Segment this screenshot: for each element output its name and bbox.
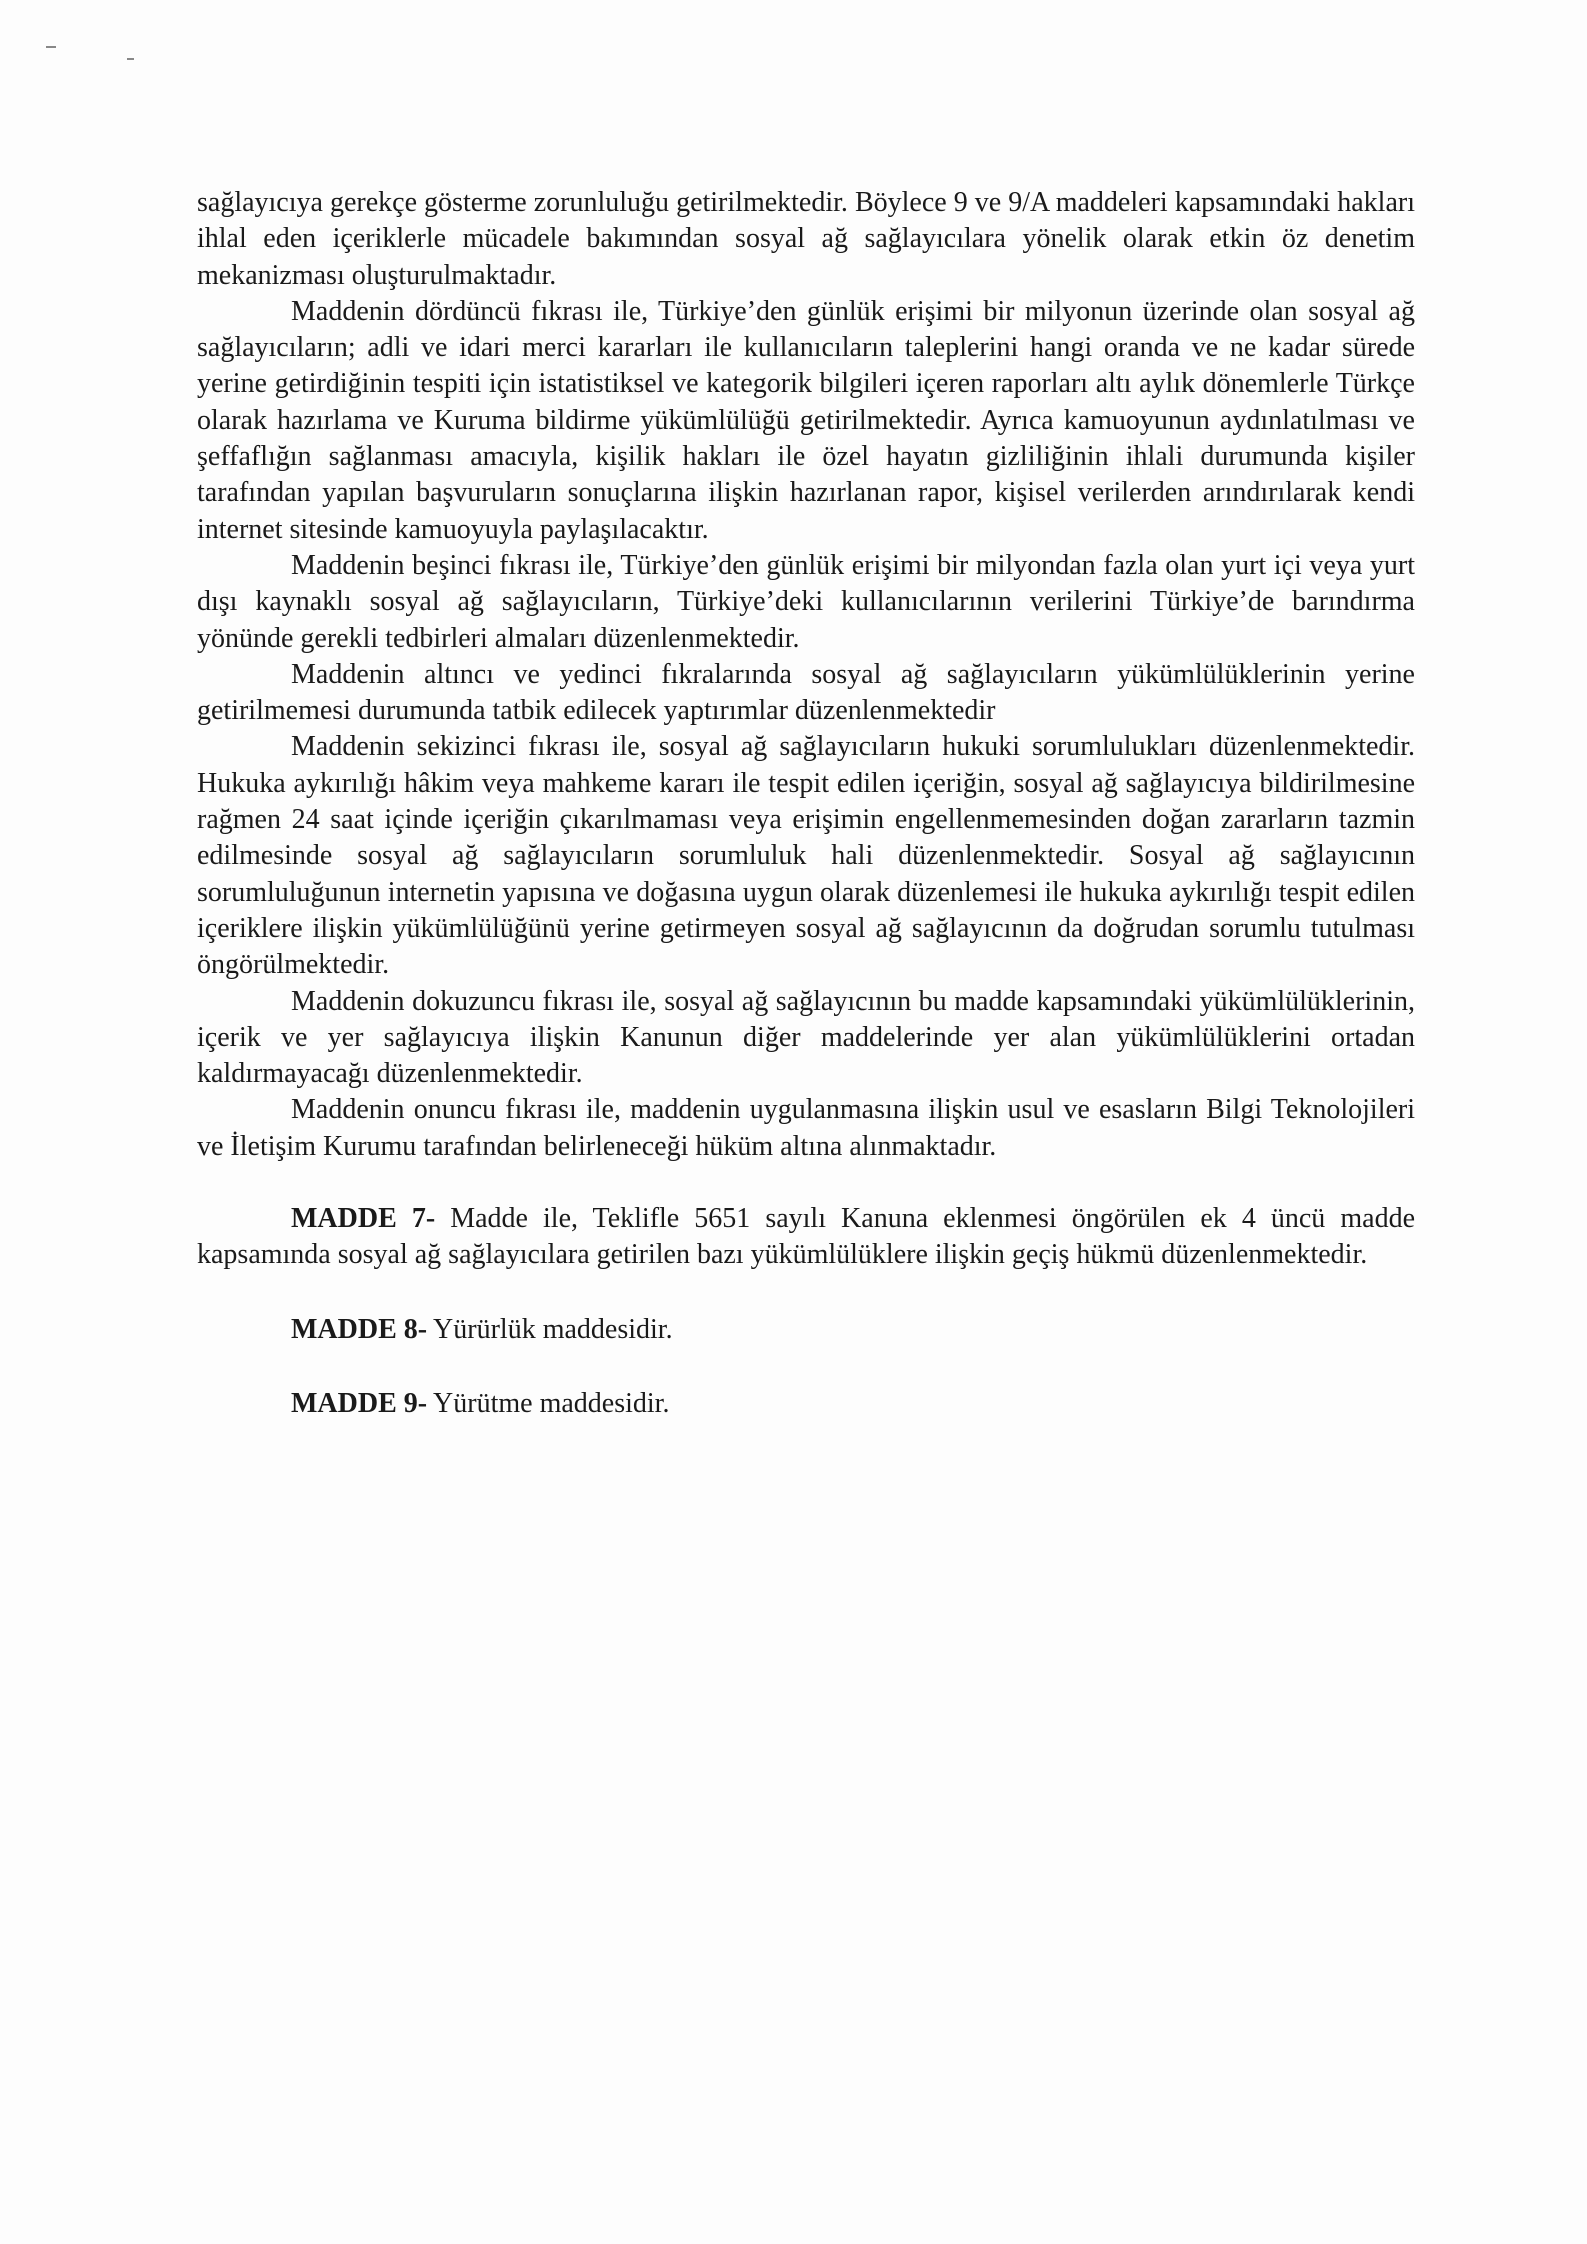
article-8-heading: MADDE 8- xyxy=(291,1313,428,1345)
article-9-heading: MADDE 9- xyxy=(291,1387,428,1419)
paragraph-sixth-seventh-clause: Maddenin altıncı ve yedinci fıkralarında sosyal ağ sağlayıcıların yükümlülüklerinin yerine getirilmemesi durumunda tatbik edilecek yaptırımlar düzenlenmektedir xyxy=(197,658,1415,727)
article-9-text: Yürütme maddesidir. xyxy=(427,1387,670,1419)
scan-artifact-mark xyxy=(127,58,134,60)
article-7 xyxy=(197,1201,1415,1274)
article-8 xyxy=(197,1312,1415,1348)
document-body xyxy=(197,185,1415,1422)
paragraph-continuation: sağlayıcıya gerekçe gösterme zorunluluğu getirilmektedir. Böylece 9 ve 9/A maddeleri kapsamındaki hakları ihlal eden içeriklerle mücadele bakımından sosyal ağ sağlayıcılara yönelik olarak etkin öz denetim mekanizması oluşturulmaktadır. xyxy=(197,187,1415,291)
paragraph-eighth-clause: Maddenin sekizinci fıkrası ile, sosyal ağ sağlayıcıların hukuki sorumlulukları düzenlenmektedir. Hukuka aykırılığı hâkim veya mahkeme kararı ile tespit edilen içeriğin, sosyal ağ sağlayıcıya bildirilmesine rağmen 24 saat içinde içeriğin çıkarılmaması veya erişimin engellenmemesinden doğan zararların tazmin edilmesinde sosyal ağ sağlayıcıların sorumluluk hali düzenlenmektedir. Sosyal ağ sağlayıcının sorumluluğunun internetin yapısına ve doğasına uygun olarak düzenlemesi ile hukuka aykırılığı tespit edilen içeriklere ilişkin yükümlülüğünü yerine getirmeyen sosyal ağ sağlayıcının da doğrudan sorumlu tutulması öngörülmektedir. xyxy=(197,731,1415,981)
paragraph-tenth-clause: Maddenin onuncu fıkrası ile, maddenin uygulanmasına ilişkin usul ve esasların Bilgi Teknolojileri ve İletişim Kurumu tarafından belirleneceği hüküm altına alınmaktadır. xyxy=(197,1094,1415,1162)
article-8-text: Yürürlük maddesidir. xyxy=(427,1313,673,1345)
scan-artifact-mark xyxy=(46,46,56,48)
paragraph-ninth-clause: Maddenin dokuzuncu fıkrası ile, sosyal ağ sağlayıcının bu madde kapsamındaki yükümlülüklerinin, içerik ve yer sağlayıcıya ilişkin Kanunun diğer maddelerinde yer alan yükümlülüklerini ortadan kaldırmayacağı düzenlenmektedir. xyxy=(197,985,1415,1090)
article-9 xyxy=(197,1386,1415,1422)
paragraph-fourth-clause: Maddenin dördüncü fıkrası ile, Türkiye’den günlük erişimi bir milyonun üzerinde olan sosyal ağ sağlayıcıların; adli ve idari merci kararları ile kullanıcıların taleplerini hangi oranda ve ne kadar sürede yerine getirdiğinin tespiti için istatistiksel ve kategorik bilgileri içeren raporları altı aylık dönemlerle Türkçe olarak hazırlama ve Kuruma bildirme yükümlülüğü getirilmektedir. Ayrıca kamuoyunun aydınlatılması ve şeffaflığın sağlanması amacıyla, kişilik hakları ile özel hayatın gizliliğinin ihlali durumunda kişiler tarafından yapılan başvuruların sonuçlarına ilişkin hazırlanan rapor, kişisel verilerden arındırılarak kendi internet sitesinde kamuoyuyla paylaşılacaktır. xyxy=(197,295,1415,545)
article-7-text: Madde ile, Teklifle 5651 sayılı Kanuna eklenmesi öngörülen ek 4 üncü madde kapsamında sosyal ağ sağlayıcılara getirilen bazı yükümlülüklere ilişkin geçiş hükmü düzenlenmektedir. xyxy=(197,1203,1415,1271)
paragraph-fifth-clause: Maddenin beşinci fıkrası ile, Türkiye’den günlük erişimi bir milyondan fazla olan yurt içi veya yurt dışı kaynaklı sosyal ağ sağlayıcıların, Türkiye’deki kullanıcılarının verilerini Türkiye’de barındırma yönünde gerekli tedbirleri almaları düzenlenmektedir. xyxy=(197,549,1415,654)
article-7-heading: MADDE 7- xyxy=(291,1203,436,1235)
